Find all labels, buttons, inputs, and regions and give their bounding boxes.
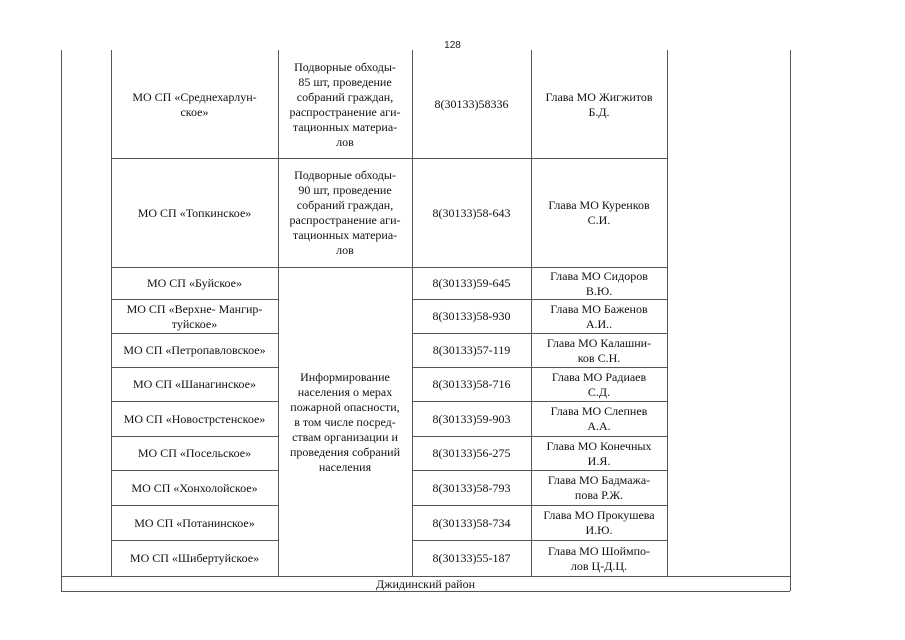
- settlement-name-cell-text: [134, 516, 255, 531]
- responsible-head-cell-text: [547, 439, 652, 469]
- settlement-name-cell: [111, 541, 278, 576]
- settlement-name-cell-line: МО СП «Потанинское»: [134, 515, 255, 530]
- action-cell-line: распространение аги-: [289, 213, 401, 227]
- phone-cell: [412, 471, 531, 505]
- responsible-head-cell-line: Глава МО Конечных: [546, 438, 652, 453]
- merged-action-line: населения о мерах: [297, 384, 393, 399]
- phone-cell-text: 8(30133)58-930: [432, 309, 511, 323]
- responsible-head-cell-line: ков С.Н.: [577, 350, 621, 365]
- merged-action-text: [290, 370, 400, 475]
- responsible-head-cell-text: [547, 336, 651, 366]
- responsible-head-cell-text: [552, 370, 646, 400]
- responsible-head-cell: [531, 541, 667, 576]
- settlement-name-cell-text: [131, 481, 257, 496]
- table-border-left: [61, 50, 62, 591]
- action-cell-line: тационных материа-: [292, 228, 398, 242]
- settlement-name-cell: [111, 402, 278, 436]
- phone-cell-text: 8(30133)58-734: [432, 515, 511, 530]
- merged-action-line: пожарной опасности,: [290, 399, 400, 414]
- settlement-name-cell-text: [127, 302, 263, 332]
- responsible-head-cell-line: лов Ц-Д.Ц.: [570, 558, 628, 573]
- responsible-head-cell: [531, 268, 667, 299]
- merged-action-line: в том числе посред-: [294, 414, 396, 429]
- settlement-name-cell: [111, 51, 278, 158]
- responsible-head-cell-text: [551, 404, 648, 434]
- settlement-name-cell-text: [132, 90, 256, 120]
- action-cell-line: лов: [336, 134, 354, 149]
- settlement-name-cell-line: МО СП «Среднехарлун-: [132, 89, 257, 104]
- responsible-head-cell-text: [550, 302, 647, 332]
- settlement-name-cell: [111, 268, 278, 299]
- phone-cell-text: 8(30133)58-793: [432, 480, 511, 495]
- settlement-name-cell-text: [124, 412, 266, 427]
- responsible-head-cell-line: Глава МО Бадмажа-: [547, 473, 651, 487]
- action-cell-line: распространение аги-: [289, 104, 401, 119]
- merged-action-line: ствам организации и: [292, 429, 398, 444]
- phone-cell: [412, 334, 531, 367]
- phone-cell-text: 8(30133)58-716: [432, 377, 511, 391]
- responsible-head-cell: [531, 159, 667, 267]
- responsible-head-cell-line: Глава МО Прокушева: [543, 508, 655, 522]
- responsible-head-cell-line: И.Ю.: [585, 523, 613, 537]
- responsible-head-cell-text: [550, 269, 648, 299]
- phone-cell-text: 8(30133)55-187: [432, 551, 511, 565]
- merged-action-cell: [278, 268, 412, 576]
- responsible-head-cell-line: Глава МО Куренков: [548, 198, 650, 212]
- responsible-head-cell-line: Глава МО Жигжитов: [545, 89, 653, 104]
- responsible-head-cell: [531, 300, 667, 333]
- phone-cell-text: 8(30133)56-275: [432, 446, 511, 460]
- responsible-head-cell: [531, 437, 667, 470]
- phone-cell: [412, 402, 531, 436]
- settlement-name-cell-line: МО СП «Шибертуйское»: [129, 551, 260, 565]
- page-number: 128: [444, 40, 461, 51]
- phone-cell: [412, 159, 531, 267]
- responsible-head-cell-text: [548, 544, 650, 574]
- action-cell-line: лов: [336, 243, 354, 257]
- settlement-name-cell-text: [138, 206, 252, 221]
- phone-cell-text: 8(30133)59-903: [432, 411, 511, 426]
- district-row: [61, 576, 790, 591]
- responsible-head-cell-line: С.И.: [587, 213, 611, 227]
- responsible-head-cell-line: Глава МО Баженов: [550, 301, 648, 316]
- phone-cell-text: 8(30133)57-119: [432, 343, 511, 357]
- merged-action-line: Информирование: [300, 369, 390, 384]
- action-cell-text: [290, 168, 401, 258]
- settlement-name-cell-line: МО СП «Хонхолойское»: [131, 480, 258, 495]
- responsible-head-cell-line: С.Д.: [587, 384, 611, 399]
- responsible-head-cell-line: И.Я.: [587, 453, 611, 468]
- settlement-name-cell: [111, 437, 278, 470]
- settlement-name-cell-line: МО СП «Шанагинское»: [133, 377, 256, 391]
- settlement-name-cell-line: МО СП «Новострстенское»: [123, 411, 266, 426]
- settlement-name-cell-line: МО СП «Петропавловское»: [123, 343, 266, 357]
- action-cell-line: собраний граждан,: [296, 89, 394, 104]
- column-divider: [667, 50, 668, 576]
- responsible-head-cell-line: Глава МО Сидоров: [550, 268, 648, 283]
- responsible-head-cell-text: [548, 473, 650, 503]
- phone-cell: [412, 437, 531, 470]
- settlement-name-cell: [111, 159, 278, 267]
- merged-action-line: населения: [318, 459, 372, 474]
- responsible-head-cell-line: Б.Д.: [588, 104, 610, 119]
- responsible-head-cell: [531, 506, 667, 540]
- action-cell: [278, 159, 412, 267]
- table-border-right: [790, 50, 791, 591]
- settlement-name-cell-line: МО СП «Топкинское»: [137, 205, 252, 220]
- action-cell-line: 85 шт, проведение: [298, 74, 392, 89]
- responsible-head-cell-line: Глава МО Калашни-: [546, 335, 652, 350]
- settlement-name-cell-line: МО СП «Буйское»: [146, 276, 243, 290]
- settlement-name-cell-text: [123, 343, 265, 358]
- action-cell-line: собраний граждан,: [296, 198, 394, 212]
- responsible-head-cell-line: пова Р.Ж.: [574, 488, 624, 502]
- responsible-head-cell-line: А.А.: [587, 419, 611, 433]
- responsible-head-cell: [531, 471, 667, 505]
- settlement-name-cell-text: [138, 446, 251, 461]
- responsible-head-cell: [531, 334, 667, 367]
- responsible-head-cell: [531, 51, 667, 158]
- phone-cell: [412, 541, 531, 576]
- responsible-head-cell-text: [543, 508, 654, 538]
- phone-cell: [412, 300, 531, 333]
- action-cell-line: Подворные обходы-: [294, 168, 396, 182]
- responsible-head-cell-line: В.Ю.: [585, 283, 613, 298]
- responsible-head-cell: [531, 368, 667, 401]
- phone-cell-text: 8(30133)58-643: [432, 205, 511, 220]
- settlement-name-cell: [111, 300, 278, 333]
- settlement-name-cell-line: ское»: [180, 104, 209, 119]
- settlement-name-cell: [111, 506, 278, 540]
- settlement-name-cell-text: [130, 551, 259, 566]
- action-cell-line: Подворные обходы-: [294, 59, 396, 74]
- phone-cell: [412, 506, 531, 540]
- settlement-name-cell: [111, 471, 278, 505]
- responsible-head-cell-text: [545, 90, 652, 120]
- action-cell-line: 90 шт, проведение: [298, 183, 392, 197]
- settlement-name-cell-text: [133, 377, 256, 392]
- responsible-head-cell-line: Глава МО Шоймпо-: [547, 543, 651, 558]
- action-cell: [278, 51, 412, 158]
- phone-cell: [412, 368, 531, 401]
- responsible-head-cell-text: [548, 198, 649, 228]
- settlement-name-cell-line: туйское»: [171, 316, 218, 331]
- settlement-name-cell: [111, 334, 278, 367]
- district-label: Джидинский район: [375, 576, 476, 591]
- action-cell-line: тационных материа-: [292, 119, 398, 134]
- responsible-head-cell: [531, 402, 667, 436]
- settlement-name-cell-line: МО СП «Посельское»: [137, 446, 252, 460]
- responsible-head-cell-line: Глава МО Радиаев: [551, 369, 647, 384]
- phone-cell-text: 8(30133)58336: [434, 97, 509, 111]
- settlement-name-cell: [111, 368, 278, 401]
- table-border-bottom: [61, 591, 790, 592]
- responsible-head-cell-line: Глава МО Слепнев: [550, 404, 648, 418]
- phone-cell-text: 8(30133)59-645: [432, 276, 511, 290]
- merged-action-line: проведения собраний: [289, 444, 400, 459]
- phone-cell: [412, 268, 531, 299]
- settlement-name-cell-text: [147, 276, 242, 291]
- settlement-name-cell-line: МО СП «Верхне- Мангир-: [126, 301, 263, 316]
- phone-cell: [412, 51, 531, 158]
- action-cell-text: [290, 60, 401, 150]
- responsible-head-cell-line: А.И..: [585, 316, 613, 331]
